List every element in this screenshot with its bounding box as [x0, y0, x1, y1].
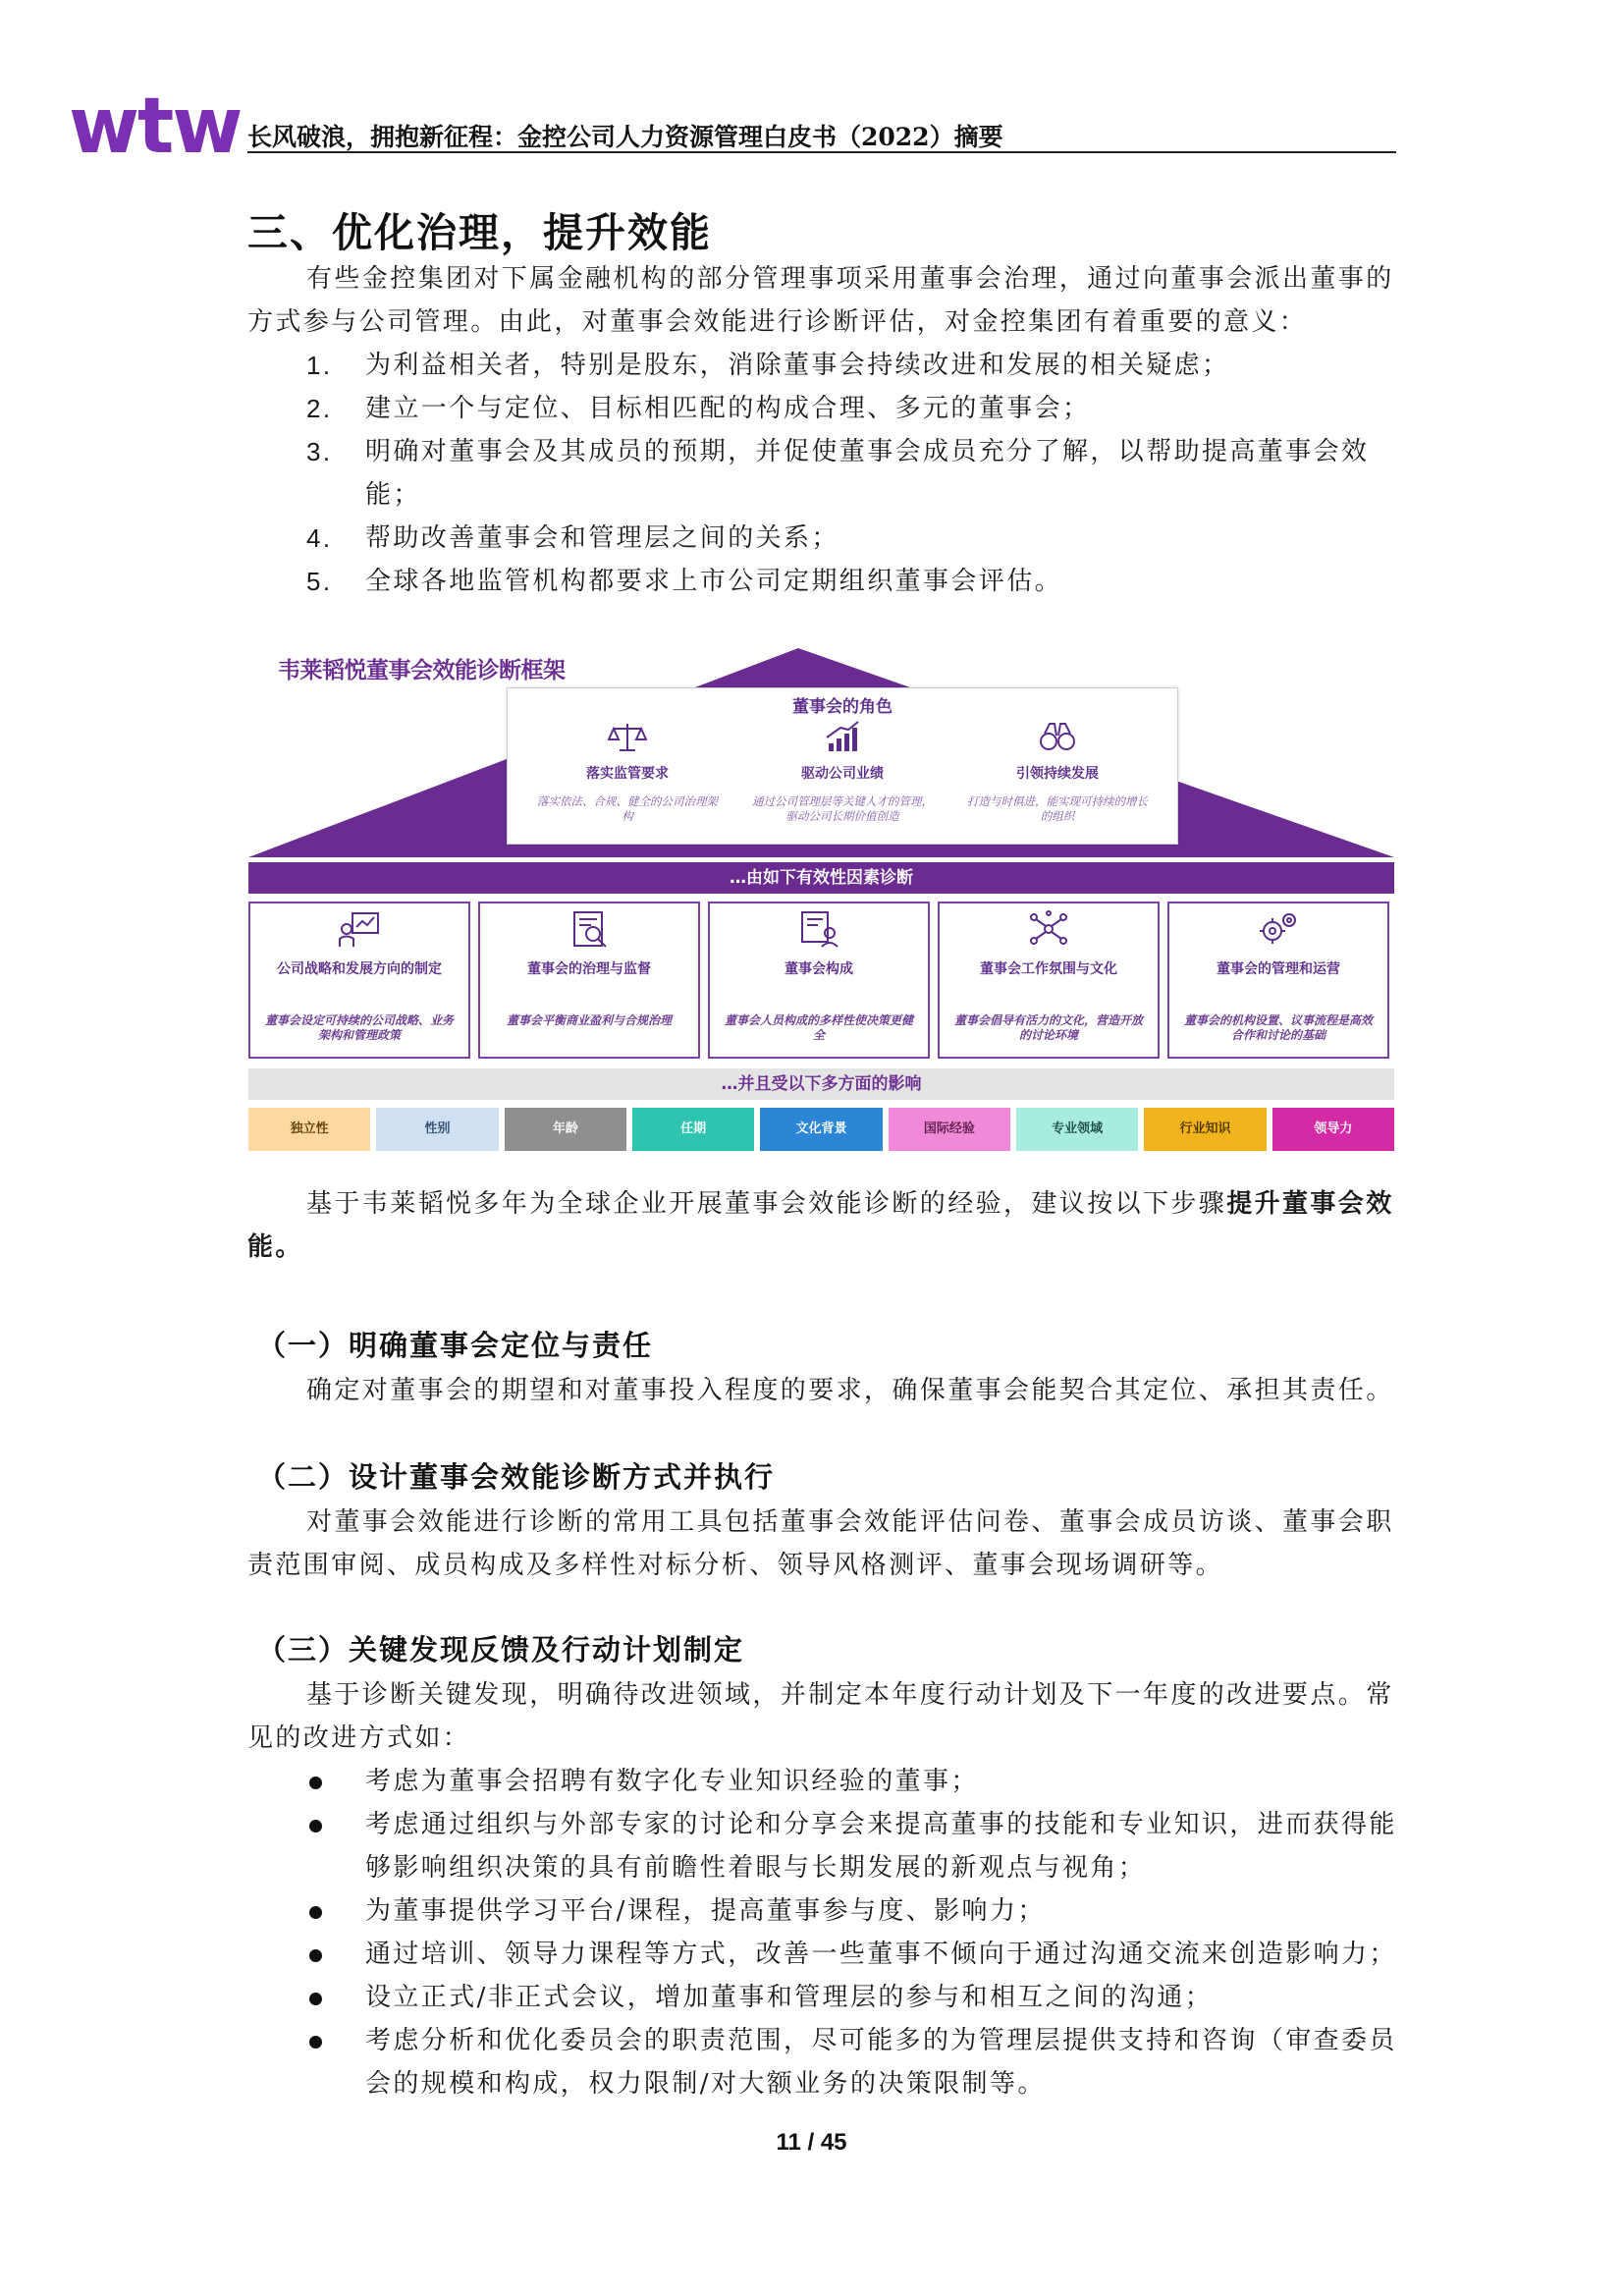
- board-role-box: [507, 687, 1178, 845]
- list-item: [247, 430, 1398, 517]
- bullet-dot: [309, 2036, 322, 2049]
- bullet-text: 设立正式/非正式会议，增加董事和管理层的参与和相互之间的沟通；: [365, 1983, 1214, 2012]
- list-item: [247, 387, 1398, 430]
- role-title: 引领持续发展: [1016, 766, 1099, 782]
- influence-chip: 独立性: [248, 1108, 370, 1151]
- strategy-icon: [337, 909, 382, 949]
- list-text: 为利益相关者，特别是股东，消除董事会持续改进和发展的相关疑虑；: [365, 351, 1230, 380]
- influence-chip: 领导力: [1272, 1108, 1394, 1151]
- bullet-dot: [309, 1906, 322, 1919]
- factor-desc: 董事会倡导有活力的文化，营造开放的讨论环境: [953, 1013, 1143, 1042]
- section-heading: 三、优化治理，提升效能: [247, 209, 712, 256]
- list-number: 2.: [306, 394, 333, 423]
- network-icon: [1026, 909, 1071, 949]
- list-number: 5.: [306, 567, 333, 596]
- influence-chip: 性别: [376, 1108, 498, 1151]
- role-title: 落实监管要求: [586, 766, 669, 782]
- subsection-text: 基于诊断关键发现，明确待改进领域，并制定本年度行动计划及下一年度的改进要点。常见的改进方式如：: [247, 1680, 1394, 1753]
- bullet-item: [247, 1889, 1398, 1933]
- role-sustainability: [949, 714, 1165, 837]
- header-rule: [247, 151, 1396, 153]
- bullet-text: 考虑为董事会招聘有数字化专业知识经验的董事；: [365, 1767, 979, 1796]
- bullet-text: 通过培训、领导力课程等方式，改善一些董事不倾向于通过沟通交流来创造影响力；: [365, 1940, 1397, 1969]
- bullet-text: 为董事提供学习平台/课程，提高董事参与度、影响力；: [365, 1896, 1046, 1926]
- gears-icon: [1256, 909, 1301, 949]
- factor-culture: [938, 902, 1160, 1059]
- bullet-text: 考虑通过组织与外部专家的讨论和分享会来提高董事的技能和专业知识，进而获得能够影响组织决策的具有前瞻性着眼与长期发展的新观点与视角；: [365, 1810, 1397, 1883]
- factor-title: 董事会工作氛围与文化: [980, 961, 1117, 977]
- role-desc: 通过公司管理层等关键人才的管理，驱动公司长期价值创造: [752, 794, 933, 823]
- bullet-item: [247, 2019, 1398, 2105]
- influence-band: …并且受以下多方面的影响: [248, 1068, 1394, 1100]
- influence-chip: 国际经验: [889, 1108, 1010, 1151]
- influence-chip: 文化背景: [760, 1108, 882, 1151]
- intro-paragraph: 有些金控集团对下属金融机构的部分管理事项采用董事会治理，通过向董事会派出董事的方式参与公司管理。由此，对董事会效能进行诊断评估，对金控集团有着重要的意义：: [247, 264, 1394, 337]
- scales-icon: [608, 720, 647, 755]
- bullet-dot: [309, 1820, 322, 1832]
- board-role-title: 董事会的角色: [792, 697, 893, 717]
- subsection-heading: （三）关键发现反馈及行动计划制定: [257, 1633, 745, 1667]
- list-text: 全球各地监管机构都要求上市公司定期组织董事会评估。: [365, 567, 1063, 596]
- bullet-dot: [309, 1993, 322, 2005]
- list-text: 建立一个与定位、目标相匹配的构成合理、多元的董事会；: [365, 394, 1091, 423]
- magnifier-document-icon: [567, 909, 612, 949]
- growth-chart-icon: [823, 720, 862, 755]
- subsection-text: 确定对董事会的期望和对董事投入程度的要求，确保董事会能契合其定位、承担其责任。: [306, 1376, 1394, 1405]
- list-number: 1.: [306, 351, 333, 380]
- role-title: 驱动公司业绩: [801, 766, 884, 782]
- role-performance: [734, 714, 950, 837]
- influence-chips: [248, 1108, 1394, 1151]
- factor-title: 公司战略和发展方向的制定: [277, 961, 442, 977]
- diagram-title: 韦莱韬悦董事会效能诊断框架: [278, 658, 566, 683]
- role-desc: 落实依法、合规、健全的公司治理架构: [537, 794, 718, 823]
- bullet-text: 考虑分析和优化委员会的职责范围，尽可能多的为管理层提供支持和咨询（审查委员会的规模和构成，权力限制/对大额业务的决策限制等。: [365, 2026, 1397, 2099]
- org-members-icon: [796, 909, 841, 949]
- influence-chip: 任期: [632, 1108, 754, 1151]
- factor-desc: 董事会平衡商业盈利与合规治理: [506, 1013, 672, 1027]
- list-text: 明确对董事会及其成员的预期，并促使董事会成员充分了解，以帮助提高董事会效能；: [365, 437, 1370, 510]
- subsection-heading: （一）明确董事会定位与责任: [257, 1329, 654, 1362]
- factor-row: [248, 898, 1394, 1061]
- factor-composition: [708, 902, 930, 1059]
- list-item: [247, 344, 1398, 387]
- factor-strategy: [248, 902, 470, 1059]
- factor-band: …由如下有效性因素诊断: [248, 862, 1394, 894]
- steps-intro: [247, 1182, 1398, 1269]
- list-number: 4.: [306, 523, 333, 553]
- factor-governance: [478, 902, 700, 1059]
- list-text: 帮助改善董事会和管理层之间的关系；: [365, 523, 839, 553]
- bullet-item: [247, 1976, 1398, 2019]
- wtw-logo: wtw: [69, 82, 242, 171]
- factor-title: 董事会的治理与监督: [527, 961, 651, 977]
- list-number: 3.: [306, 437, 333, 466]
- factor-operations: [1167, 902, 1389, 1059]
- list-item: [247, 560, 1398, 603]
- role-desc: 打造与时俱进，能实现可持续的增长的组织: [967, 794, 1148, 823]
- bullet-item: [247, 1760, 1398, 1803]
- subsection-heading: （二）设计董事会效能诊断方式并执行: [257, 1460, 776, 1494]
- bullet-item: [247, 1933, 1398, 1976]
- steps-intro-text: 基于韦莱韬悦多年为全球企业开展董事会效能诊断的经验，建议按以下步骤: [306, 1189, 1227, 1219]
- role-regulatory: [519, 714, 735, 837]
- bullet-dot: [309, 1949, 322, 1962]
- factor-desc: 董事会设定可持续的公司战略、业务架构和管理政策: [264, 1013, 454, 1042]
- header-title: 长风破浪，拥抱新征程：金控公司人力资源管理白皮书（2022）摘要: [247, 123, 1003, 151]
- binoculars-icon: [1038, 720, 1077, 755]
- bullet-dot: [309, 1777, 322, 1789]
- subsection-text: 对董事会效能进行诊断的常用工具包括董事会效能评估问卷、董事会成员访谈、董事会职责范围审阅、成员构成及多样性对标分析、领导风格测评、董事会现场调研等。: [247, 1507, 1394, 1580]
- bullet-item: [247, 1803, 1398, 1889]
- factor-desc: 董事会的机构设置、议事流程是高效合作和讨论的基础: [1183, 1013, 1373, 1042]
- influence-chip: 行业知识: [1144, 1108, 1266, 1151]
- factor-title: 董事会的管理和运营: [1217, 961, 1340, 977]
- influence-chip: 年龄: [505, 1108, 626, 1151]
- factor-desc: 董事会人员构成的多样性使决策更健全: [724, 1013, 913, 1042]
- page-number: 11 / 45: [776, 2129, 847, 2156]
- factor-title: 董事会构成: [784, 961, 853, 977]
- steps-intro-bold: 提升董事会效能。: [247, 1189, 1394, 1262]
- list-item: [247, 517, 1398, 560]
- influence-chip: 专业领域: [1016, 1108, 1138, 1151]
